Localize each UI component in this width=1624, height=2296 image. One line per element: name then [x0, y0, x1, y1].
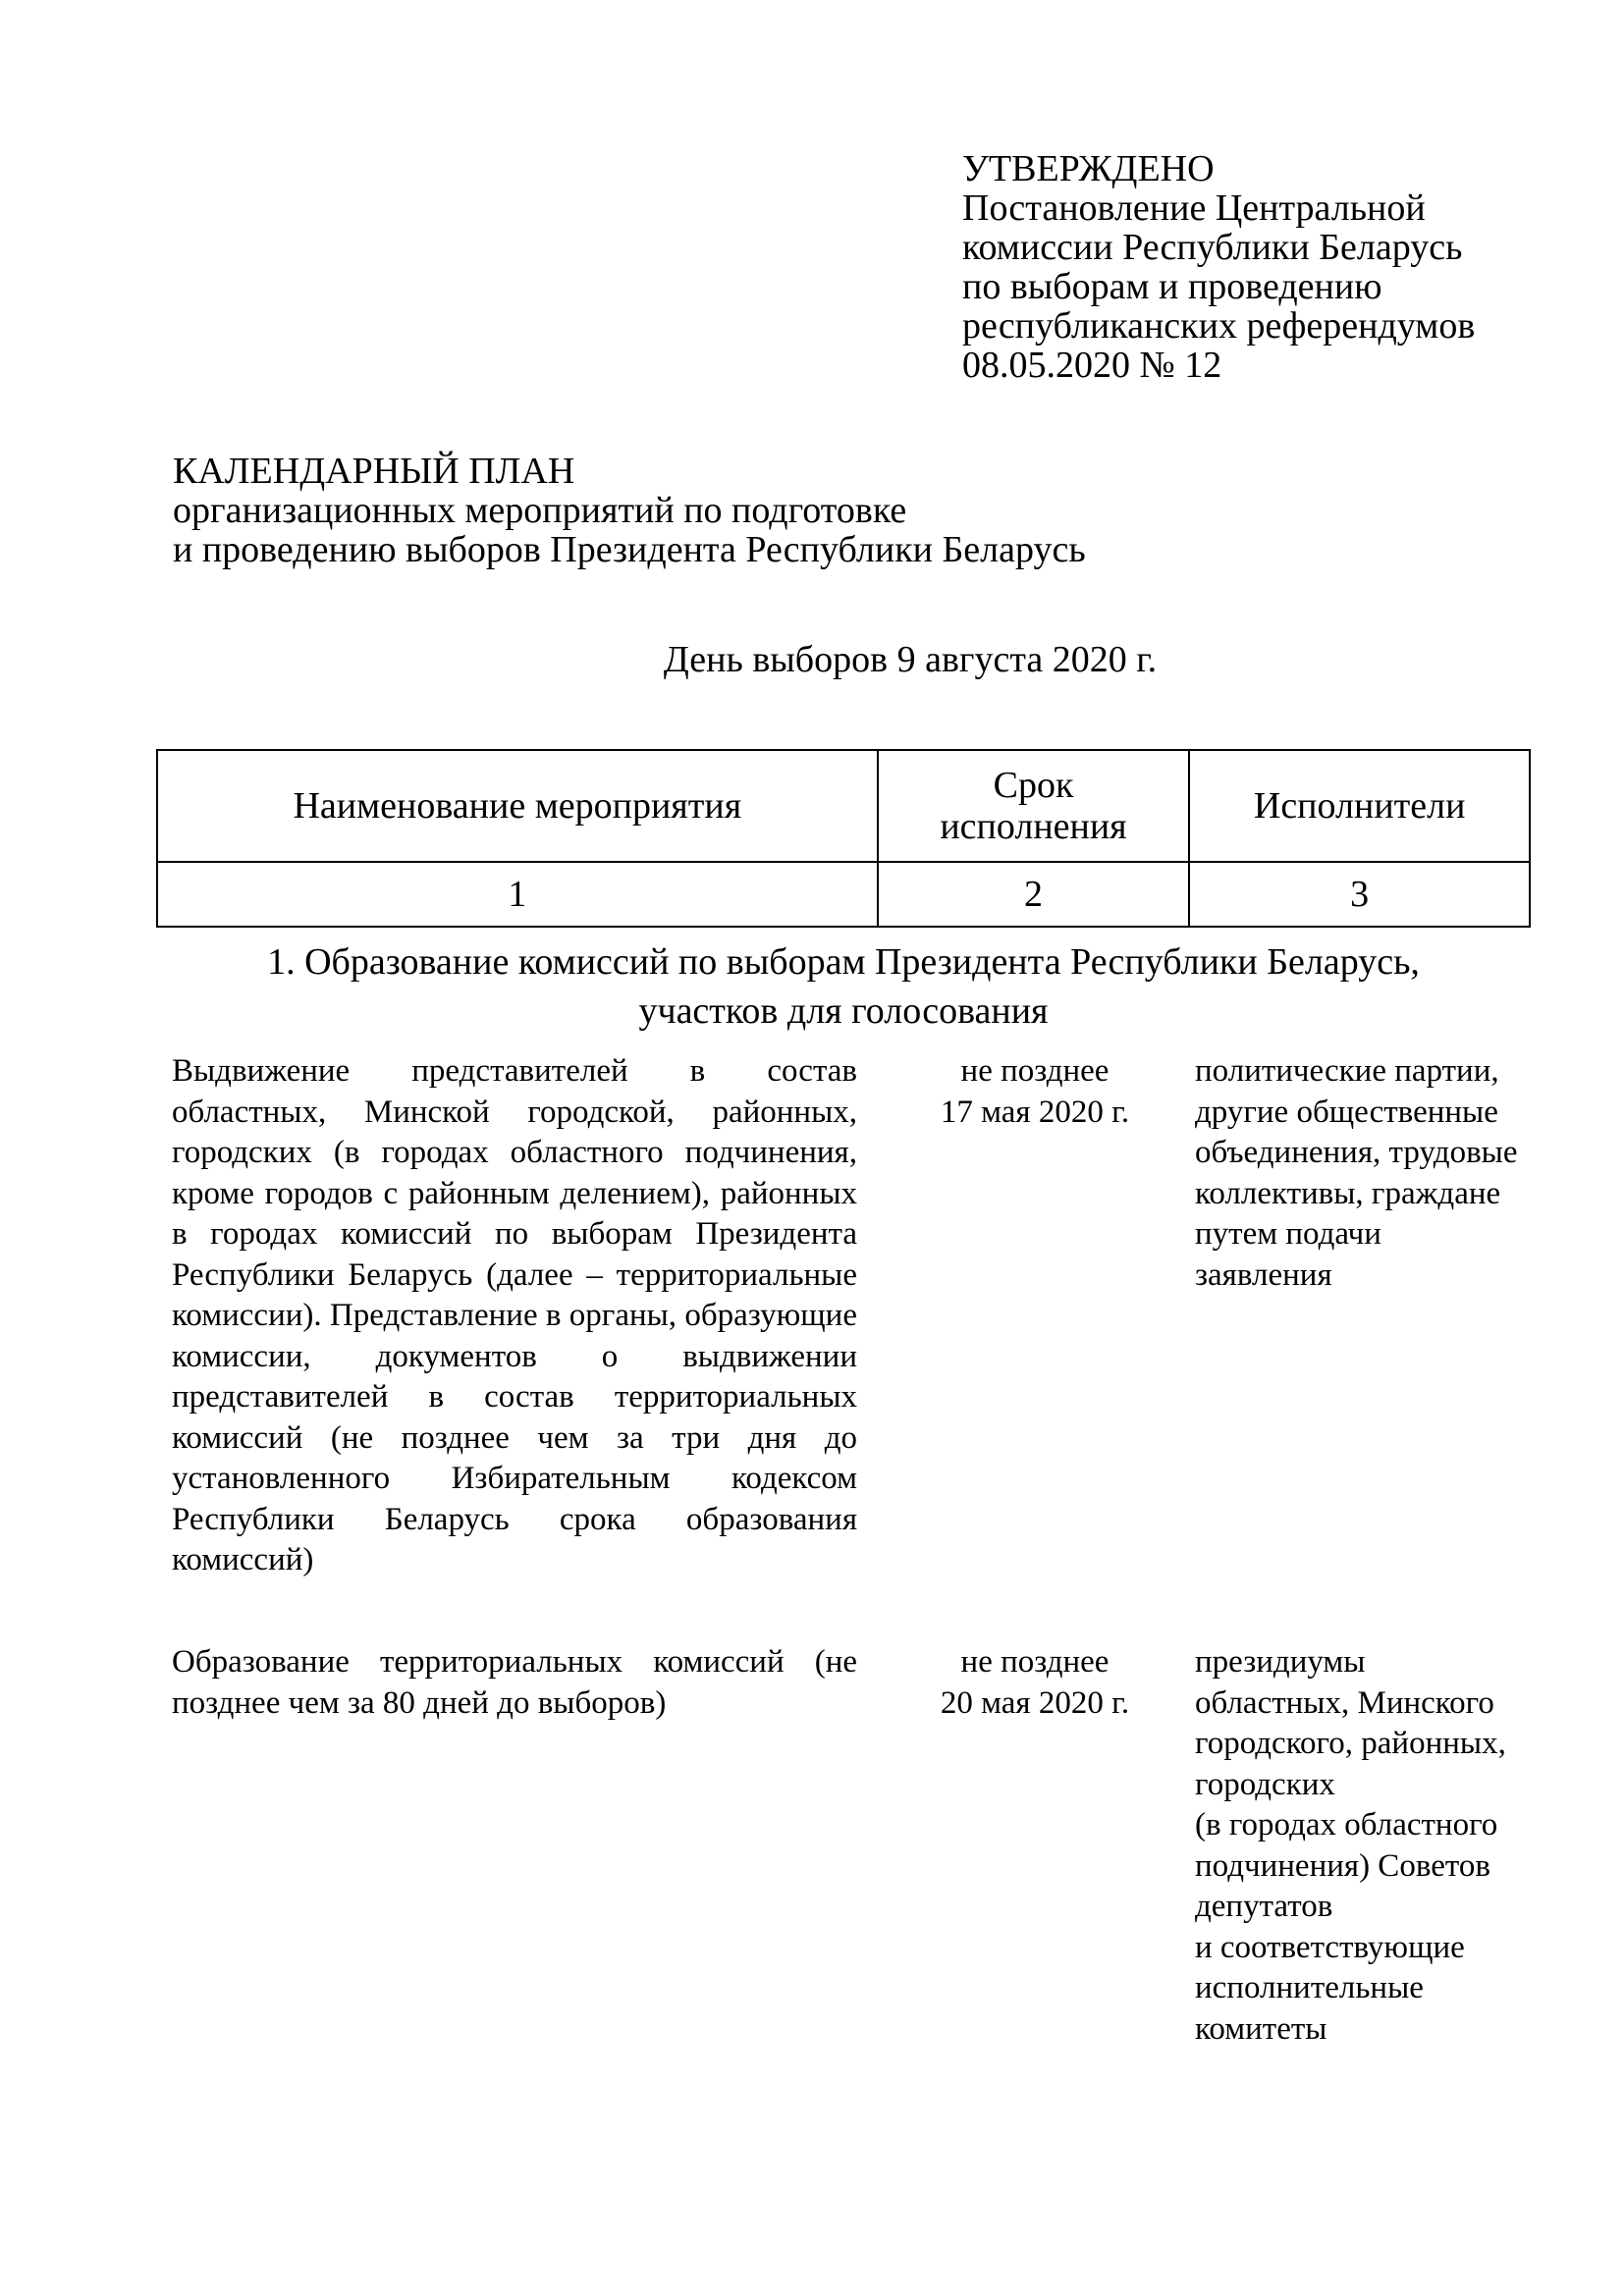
event-executors: [1195, 1642, 1529, 2050]
executor-line: другие общественные: [1195, 1094, 1498, 1130]
column-number: 3: [1189, 862, 1530, 927]
executor-line: депутатов: [1195, 1889, 1333, 1924]
approval-line: Постановление Центральной: [962, 187, 1426, 229]
executor-line: (в городах областного: [1195, 1807, 1498, 1842]
approval-line: республиканских референдумов: [962, 305, 1476, 347]
approval-line: по выборам и проведению: [962, 266, 1382, 307]
approval-line: комиссии Республики Беларусь: [962, 227, 1463, 268]
event-term-line: не позднее: [960, 1053, 1110, 1089]
column-header-executors: Исполнители: [1189, 750, 1530, 862]
event-term-date: 20 мая 2020 г.: [940, 1684, 1130, 1721]
event-term-line: не позднее: [960, 1644, 1110, 1680]
executor-line: коллективы, граждане: [1195, 1175, 1501, 1211]
section-title-line: 1. Образование комиссий по выборам Президента Республики Беларусь,: [267, 941, 1420, 983]
plan-subtitle-line: организационных мероприятий по подготовке: [173, 490, 907, 531]
plan-table-header: [156, 749, 1531, 928]
column-header-name: Наименование мероприятия: [157, 750, 878, 862]
executor-line: путем подачи: [1195, 1216, 1381, 1252]
event-term-date: 17 мая 2020 г.: [940, 1094, 1130, 1130]
executor-line: городского, районных,: [1195, 1726, 1506, 1761]
section-title: [156, 937, 1531, 1036]
event-name: Выдвижение представителей в состав областных, Минской городской, районных, городских (в городах областного подчинения, кроме городов с районным делением), районных в городах комиссий по выборам Президента Республики Беларусь (далее – территориальные комиссии). Представление в органы, образующие комиссии, документов о выдвижении представителей в состав территориальных комиссий (не позднее чем за три дня до установленного Избирательным кодексом Республики Беларусь срока образования комиссий): [172, 1053, 857, 1577]
table-column-numbers-row: [157, 862, 1530, 927]
column-header-term: [878, 750, 1190, 862]
approval-heading: УТВЕРЖДЕНО: [962, 148, 1215, 189]
executor-line: и соответствующие: [1195, 1929, 1465, 1965]
column-header-term-line: Срок: [993, 765, 1074, 806]
executor-line: областных, Минского: [1195, 1684, 1494, 1721]
executor-line: комитеты: [1195, 2010, 1327, 2047]
column-header-term-line: исполнения: [940, 806, 1127, 847]
executor-line: исполнительные: [1195, 1970, 1424, 2005]
event-executors: [1195, 1051, 1529, 1296]
event-term: [893, 1642, 1177, 1724]
approval-date-number: 08.05.2020 № 12: [962, 345, 1222, 386]
election-day: День выборов 9 августа 2020 г.: [663, 639, 1158, 680]
event-name: Образование территориальных комиссий (не позднее чем за 80 дней до выборов): [172, 1644, 857, 1721]
section-title-line: участков для голосования: [638, 990, 1049, 1032]
column-number: 1: [157, 862, 878, 927]
approval-stamp-block: [962, 149, 1591, 385]
executor-line: заявления: [1195, 1256, 1332, 1293]
event-term: [893, 1051, 1177, 1133]
executor-line: политические партии,: [1195, 1053, 1499, 1089]
executor-line: городских: [1195, 1766, 1335, 1802]
executor-line: объединения, трудовые: [1195, 1135, 1518, 1170]
executor-line: подчинения) Советов: [1195, 1847, 1490, 1884]
table-header-row: [157, 750, 1530, 862]
plan-title-block: [173, 452, 1449, 569]
plan-subtitle-line: и проведению выборов Президента Республики Беларусь: [173, 529, 1086, 570]
plan-title: КАЛЕНДАРНЫЙ ПЛАН: [173, 451, 575, 492]
column-number: 2: [878, 862, 1190, 927]
executor-line: президиумы: [1195, 1644, 1366, 1680]
